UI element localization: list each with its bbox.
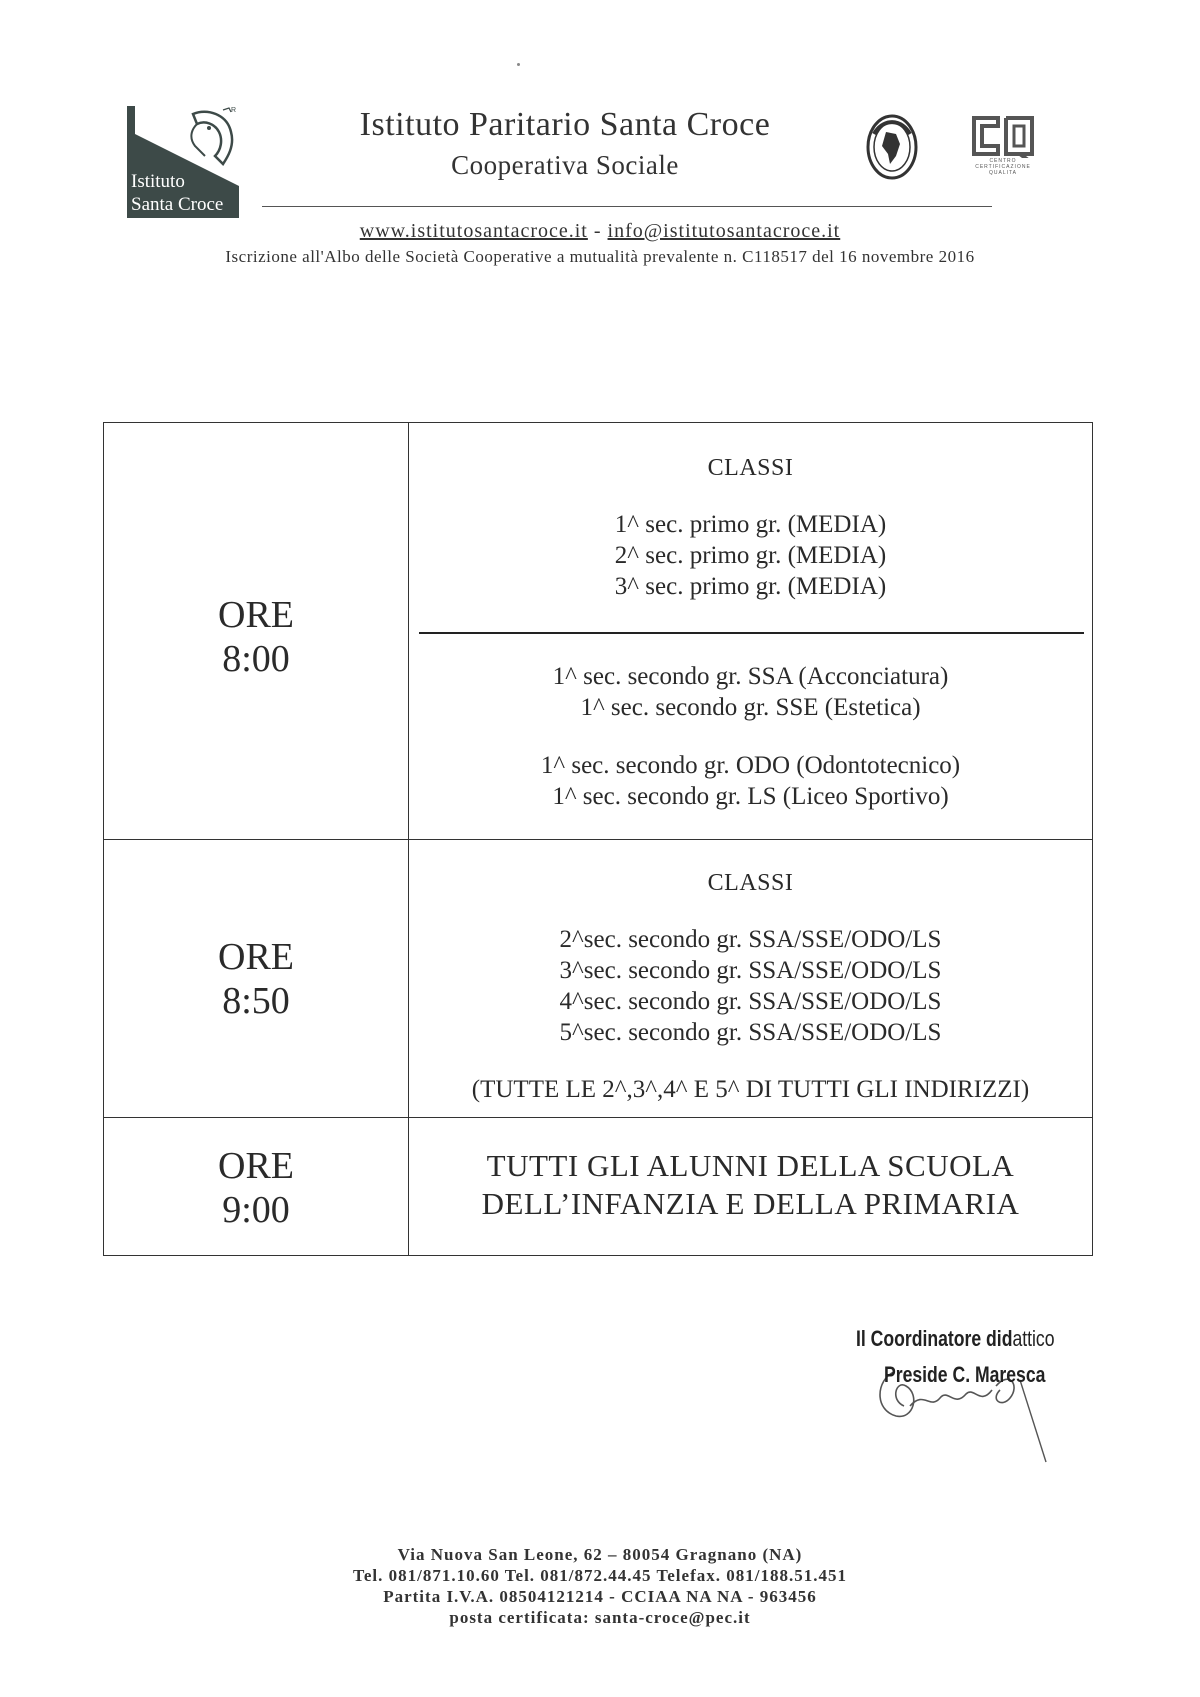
svg-text:R: R: [231, 107, 237, 114]
class-line: 2^sec. secondo gr. SSA/SSE/ODO/LS: [559, 926, 942, 953]
institute-subtitle: Cooperativa Sociale: [451, 150, 679, 180]
accreditation-seal-icon: [866, 114, 918, 180]
signatory-name: Preside C. Maresca: [884, 1362, 1046, 1387]
classes-heading: CLASSI: [707, 455, 794, 481]
class-line: 2^ sec. primo gr. (MEDIA): [614, 542, 887, 569]
schedule-row-0800: [104, 423, 1092, 840]
students-line: TUTTI GLI ALUNNI DELLA SCUOLA: [486, 1148, 1015, 1183]
time-label: ORE: [218, 594, 294, 636]
time-cell: [104, 1118, 409, 1255]
school-logo: [127, 106, 239, 218]
footer-vat: Partita I.V.A. 08504121214 - CCIAA NA NA - 963456: [383, 1587, 817, 1606]
quality-certification-mark: [940, 114, 1066, 192]
class-line: 5^sec. secondo gr. SSA/SSE/ODO/LS: [559, 1019, 942, 1046]
signatory-role-tail: attico: [1012, 1326, 1055, 1351]
time-cell: [104, 423, 409, 839]
classes-cell: [409, 423, 1092, 839]
time-value: 8:00: [222, 638, 290, 680]
accreditation-seal: [866, 114, 918, 180]
schedule-row-0900: [104, 1118, 1092, 1255]
classes-cell: [409, 1118, 1092, 1255]
logo-text-line-1: Istituto: [131, 171, 185, 192]
links-separator: -: [587, 220, 608, 242]
class-line: 3^ sec. primo gr. (MEDIA): [614, 573, 887, 600]
time-value: 9:00: [222, 1189, 290, 1231]
footer-pec: posta certificata: santa-croce@pec.it: [449, 1608, 751, 1627]
students-line: DELL’INFANZIA E DELLA PRIMARIA: [481, 1186, 1020, 1221]
signatory-role: [856, 1326, 1055, 1352]
entry-schedule-table: [103, 422, 1093, 1256]
class-line: 4^sec. secondo gr. SSA/SSE/ODO/LS: [559, 988, 942, 1015]
class-line: 3^sec. secondo gr. SSA/SSE/ODO/LS: [559, 957, 942, 984]
time-cell: [104, 840, 409, 1117]
class-line: 1^ sec. secondo gr. SSE (Estetica): [580, 694, 921, 721]
time-label: ORE: [218, 936, 294, 978]
footer-address: Via Nuova San Leone, 62 – 80054 Gragnano (NA): [397, 1545, 803, 1564]
class-line: 1^ sec. primo gr. (MEDIA): [614, 511, 887, 538]
schedule-row-0850: [104, 840, 1092, 1118]
time-value: 8:50: [222, 980, 290, 1022]
header-divider: [262, 206, 992, 207]
classes-heading: CLASSI: [707, 870, 794, 896]
footer: [200, 1544, 1000, 1628]
cert-line-2: CERTIFICAZIONE: [975, 164, 1031, 170]
all-classes-note: (TUTTE LE 2^,3^,4^ E 5^ DI TUTTI GLI INDIRIZZI): [471, 1076, 1030, 1103]
logo-text: [131, 170, 223, 216]
logo-text-line-2: Santa Croce: [131, 194, 224, 215]
class-line: 1^ sec. secondo gr. ODO (Odontotecnico): [540, 752, 961, 779]
classes-cell: [409, 840, 1092, 1117]
time-label: ORE: [218, 1145, 294, 1187]
website-link[interactable]: www.istitutosantacroce.it: [359, 220, 588, 242]
class-line: 1^ sec. secondo gr. SSA (Acconciatura): [552, 663, 949, 690]
cert-line-3: QUALITA: [988, 170, 1018, 176]
cert-line-1: CENTRO: [989, 158, 1017, 164]
institute-title: Istituto Paritario Santa Croce: [359, 106, 771, 143]
group-divider: [419, 632, 1084, 634]
scan-dot: [517, 63, 520, 66]
signatory-role-main: Il Coordinatore did: [856, 1326, 1013, 1351]
contact-links: [200, 220, 1000, 243]
email-link[interactable]: info@istitutosantacroce.it: [607, 220, 841, 242]
cq-logo-icon: [968, 114, 1038, 158]
class-line: 1^ sec. secondo gr. LS (Liceo Sportivo): [552, 783, 949, 810]
cert-caption: [940, 158, 1066, 176]
footer-phones: Tel. 081/871.10.60 Tel. 081/872.44.45 Telefax. 081/188.51.451: [353, 1566, 847, 1585]
cooperative-registry-note: Iscrizione all'Albo delle Società Cooperative a mutualità prevalente n. C118517 del 16 novembre 2016: [225, 247, 975, 266]
